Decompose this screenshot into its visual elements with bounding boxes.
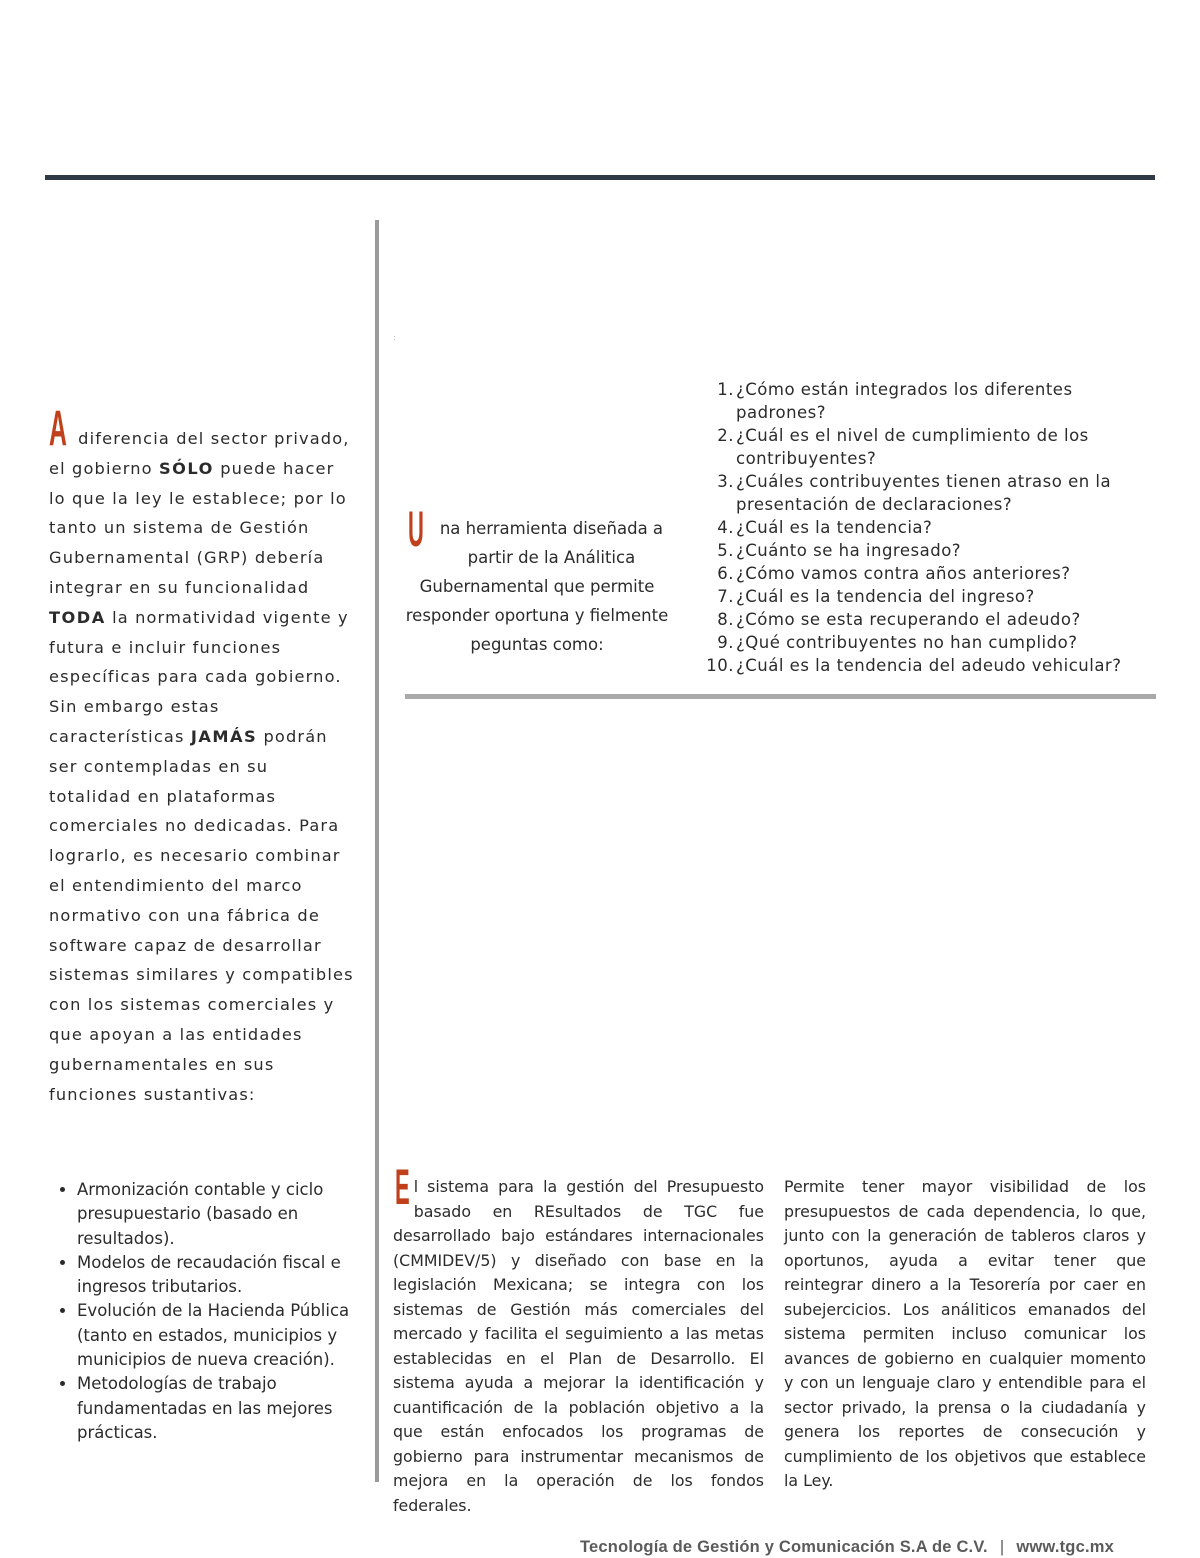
- emphasis-solo: SÓLO: [159, 458, 214, 478]
- question-item: [698, 516, 1138, 539]
- emphasis-toda: TODA: [49, 607, 106, 627]
- left-text-1: diferencia del sector privado, el gobierno: [49, 429, 350, 478]
- company-name: Tecnología de Gestión y Comunicación S.A de C.V.: [580, 1538, 988, 1556]
- question-text: ¿Cómo vamos contra años anteriores?: [736, 564, 1071, 583]
- section-divider: [405, 694, 1156, 699]
- questions-list: [698, 378, 1138, 677]
- question-text: ¿Qué contribuyentes no han cumplido?: [736, 633, 1078, 652]
- question-text: ¿Cuál es la tendencia del ingreso?: [736, 587, 1035, 606]
- tool-intro-text: na herramienta diseñada a partir de la Análitica Gubernamental que permite responder oportuna y fielmente peguntas como:: [405, 519, 669, 654]
- dropcap-u: U: [408, 502, 424, 558]
- question-item: [698, 631, 1138, 654]
- emphasis-jamas: JAMÁS: [190, 726, 258, 746]
- question-item: [698, 539, 1138, 562]
- question-item: [698, 470, 1138, 516]
- question-number: 1.: [717, 380, 734, 399]
- question-item: [698, 654, 1138, 677]
- list-item: • Evolución de la Hacienda Pública (tanto en estados, municipios y municipios de nueva creación).: [77, 1299, 354, 1372]
- left-text-3: la normatividad vigente y futura e incluir funciones específicas para cada gobierno. Sin embargo estas características: [49, 607, 349, 746]
- question-number: 9.: [717, 633, 734, 652]
- tool-intro: [402, 502, 672, 660]
- question-item: [698, 562, 1138, 585]
- list-item: • Armonización contable y ciclo presupuestario (basado en resultados).: [77, 1178, 354, 1251]
- question-number: 6.: [717, 564, 734, 583]
- body-column-left: [393, 1160, 764, 1518]
- list-item: • Metodologías de trabajo fundamentadas en las mejores prácticas.: [77, 1372, 354, 1445]
- question-text: ¿Cuánto se ha ingresado?: [736, 541, 962, 560]
- list-item: • Modelos de recaudación fiscal e ingresos tributarios.: [77, 1251, 354, 1300]
- question-item: [698, 585, 1138, 608]
- question-text: ¿Cómo se esta recuperando el adeudo?: [736, 610, 1081, 629]
- body-left-text: l sistema para la gestión del Presupuesto basado en REsultados de TGC fue desarrollado bajo estándares internacionales (CMMIDEV/5) y diseñado con base en la legislación Mexicana; se integra con los sistemas de Gestión más comerciales del mercado y facilita el seguimiento a las metas establecidas en el Plan de Desarrollo. El sistema ayuda a mejorar la identificación y cuantificación de la población objetivo a la que están enfocados los programas de gobierno para instrumentar mecanismos de mejora en la operación de los fondos federales.: [393, 1177, 764, 1515]
- question-number: 7.: [717, 587, 734, 606]
- question-item: [698, 608, 1138, 631]
- question-number: 3.: [717, 472, 734, 491]
- question-item: [698, 424, 1138, 470]
- footer-separator: |: [999, 1538, 1005, 1556]
- header-rule: [45, 175, 1155, 180]
- body-right-text: Permite tener mayor visibilidad de los presupuestos de cada dependencia, lo que, junto con la generación de tableros claros y oportunos, ayuda a evitar tener que reintegrar dinero a la Tesorería por caer en subejercicios. Los análiticos emanados del sistema permiten incluso comunicar los avances de gobierno en cualquier momento y con un lenguaje claro y entendible para el sector privado, la prensa o la ciudadanía y genera los reportes de consecución y cumplimiento de los objetivos que establece la Ley.: [784, 1177, 1146, 1490]
- question-text: ¿Cuáles contribuyentes tienen atraso en la presentación de declaraciones?: [736, 472, 1112, 514]
- question-number: 8.: [717, 610, 734, 629]
- question-number: 4.: [717, 518, 734, 537]
- left-text-4: podrán ser contempladas en su totalidad en plataformas comerciales no dedicadas. Para lograrlo, es necesario combinar el entendimiento del marco normativo con una fábrica de software capaz de desarrollar sistemas similares y compatibles con los sistemas comerciales y que apoyan a las entidades gubernamentales en sus funciones sustantivas:: [49, 726, 354, 1104]
- question-item: [698, 378, 1138, 424]
- column-divider: [375, 220, 379, 1482]
- question-text: ¿Cuál es el nivel de cumplimiento de los contribuyentes?: [736, 426, 1089, 468]
- question-number: 10.: [706, 656, 734, 675]
- page-footer: [580, 1536, 1114, 1558]
- functions-list: [49, 1178, 354, 1445]
- dropcap-a: A: [49, 401, 67, 457]
- left-intro-paragraph: [49, 401, 354, 1109]
- left-text-2: puede hacer lo que la ley le establece; por lo tanto un sistema de Gestión Gubernamental (GRP) debería integrar en su funcionalidad: [49, 458, 347, 597]
- decorative-mark: :: [393, 333, 396, 342]
- dropcap-e: E: [395, 1160, 410, 1216]
- body-column-right: [784, 1175, 1146, 1494]
- question-text: ¿Cómo están integrados los diferentes padrones?: [736, 380, 1073, 422]
- question-number: 5.: [717, 541, 734, 560]
- question-text: ¿Cuál es la tendencia?: [736, 518, 933, 537]
- question-number: 2.: [717, 426, 734, 445]
- website-text: www.tgc.mx: [1016, 1538, 1114, 1556]
- question-text: ¿Cuál es la tendencia del adeudo vehicular?: [736, 656, 1122, 675]
